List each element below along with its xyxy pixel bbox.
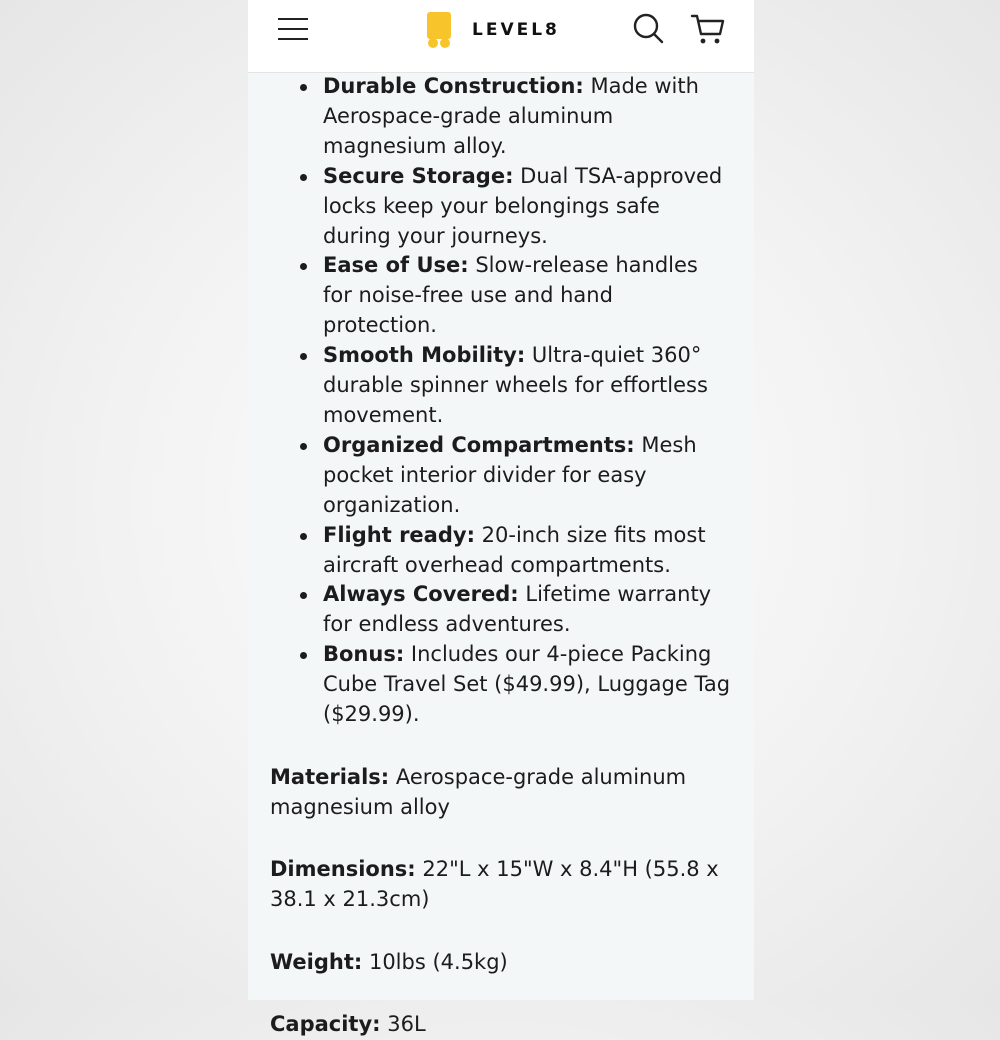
product-description [248, 72, 754, 1040]
feature-text: Dual TSA-approved locks keep your belongings safe during your journeys. [323, 163, 723, 248]
hamburger-menu-icon[interactable] [278, 16, 310, 42]
spec-value: 10lbs (4.5kg) [362, 949, 508, 974]
site-header [248, 0, 754, 73]
feature-text: Includes our 4-piece Packing Cube Travel Set ($49.99), Luggage Tag ($29.99). [323, 642, 731, 727]
brand-name: LEVEL8 [472, 20, 560, 40]
feature-title: Ease of Use: [323, 253, 469, 278]
spec-value: Aerospace-grade aluminum magnesium alloy [270, 764, 687, 819]
list-item [248, 72, 754, 162]
list-item [248, 251, 754, 341]
list-item [248, 521, 754, 581]
spec-label: Materials: [270, 764, 390, 789]
feature-text: Slow-release handles for noise-free use and hand protection. [323, 253, 698, 338]
feature-text: 20-inch size fits most aircraft overhead compartments. [323, 522, 706, 577]
feature-text: Made with Aerospace-grade aluminum magnesium alloy. [323, 74, 699, 158]
cart-icon[interactable] [690, 12, 724, 46]
feature-title: Smooth Mobility: [323, 343, 526, 368]
feature-title: Organized Compartments: [323, 432, 635, 457]
spec-label: Capacity: [270, 1012, 381, 1037]
feature-title: Bonus: [323, 642, 405, 667]
spec-value: 36L [380, 1012, 426, 1037]
feature-text: Mesh pocket interior divider for easy organization. [323, 432, 697, 517]
spec-value: 22"L x 15"W x 8.4"H (55.8 x 38.1 x 21.3cm) [270, 856, 719, 911]
level8-logo-icon [426, 12, 454, 48]
brand-logo[interactable] [426, 12, 560, 48]
feature-text: Lifetime warranty for endless adventures. [323, 582, 712, 637]
feature-title: Flight ready: [323, 522, 475, 547]
list-item [248, 580, 754, 640]
spec-label: Weight: [270, 949, 363, 974]
spec-weight [248, 948, 754, 978]
list-item [248, 431, 754, 521]
feature-list [248, 72, 754, 730]
spec-dimensions [248, 855, 754, 915]
spec-capacity [248, 1010, 754, 1040]
mobile-page [248, 0, 754, 1037]
feature-title: Secure Storage: [323, 163, 514, 188]
feature-title: Always Covered: [323, 582, 519, 607]
list-item [248, 640, 754, 730]
feature-title: Durable Construction: [323, 74, 584, 98]
spec-materials [248, 763, 754, 823]
search-icon[interactable] [632, 12, 666, 46]
spec-label: Dimensions: [270, 856, 416, 881]
list-item [248, 162, 754, 252]
list-item [248, 341, 754, 431]
feature-text: Ultra-quiet 360° durable spinner wheels for effortless movement. [323, 343, 708, 427]
